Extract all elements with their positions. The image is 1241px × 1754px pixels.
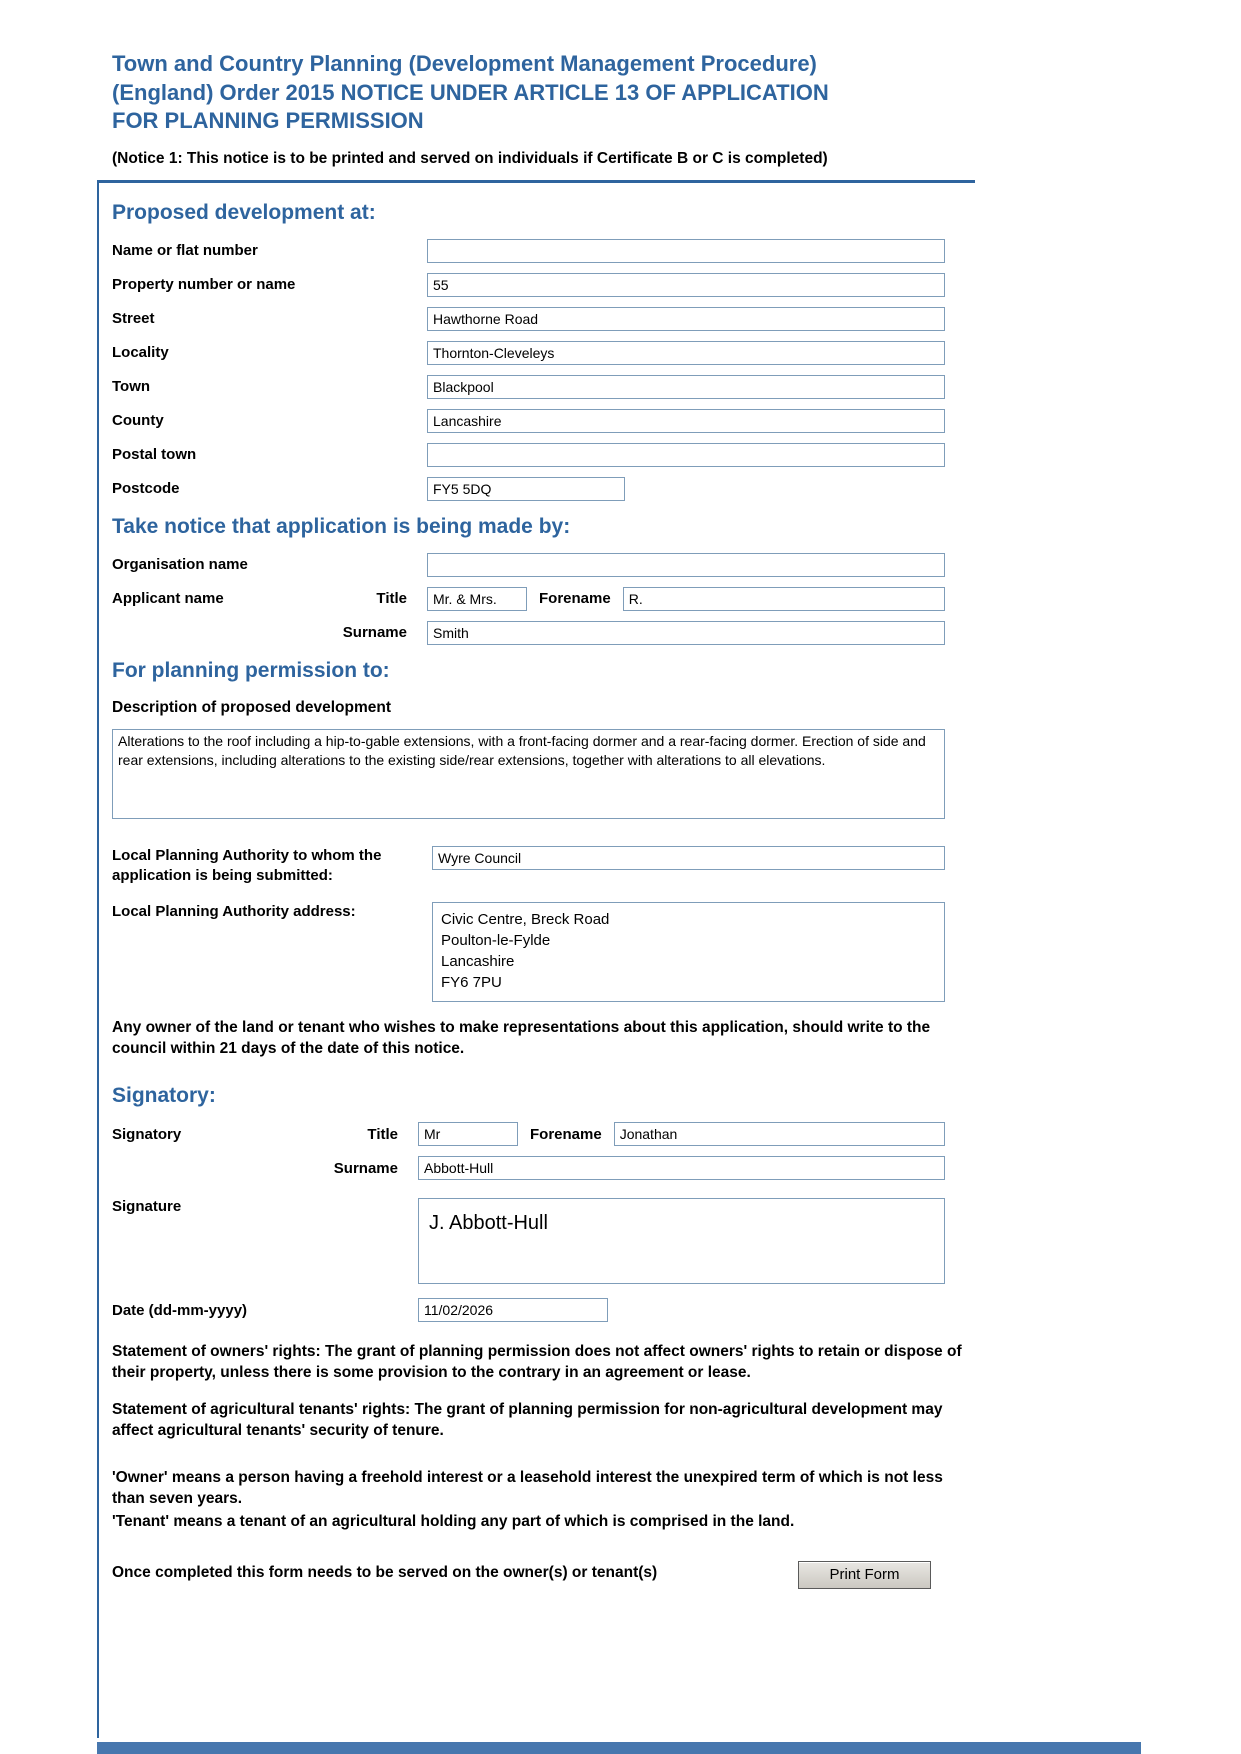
town-input[interactable] xyxy=(427,375,945,399)
notice-text: (Notice 1: This notice is to be printed and served on individuals if Certificate B or C is completed) xyxy=(112,149,828,167)
organisation-name-label: Organisation name xyxy=(112,556,248,574)
owner-representations-notice: Any owner of the land or tenant who wishes to make representations about this application, should write to the council within 21 days of the date of this notice. xyxy=(112,1019,931,1058)
tenant-definition: 'Tenant' means a tenant of an agricultural holding any part of which is comprised in the land. xyxy=(112,1512,795,1530)
signatory-surname-row xyxy=(112,1156,945,1180)
locality-input[interactable] xyxy=(427,341,945,365)
lpa-label: Local Planning Authority to whom the application is being submitted: xyxy=(112,846,382,885)
date-row xyxy=(112,1298,945,1322)
organisation-name-input[interactable] xyxy=(427,553,945,577)
tenants-rights-statement: Statement of agricultural tenants' rights: The grant of planning permission for non-agricultural development may affect agricultural tenants' security of tenure. xyxy=(112,1400,943,1439)
owners-rights-statement: Statement of owners' rights: The grant of planning permission does not affect owners' rights to retain or dispose of their property, unless there is some provision to the contrary in an agreement or lease. xyxy=(112,1343,962,1382)
description-label: Description of proposed development xyxy=(112,698,392,716)
signatory-label: Signatory xyxy=(112,1125,182,1143)
applicant-name-row xyxy=(112,587,945,611)
date-label: Date (dd-mm-yyyy) xyxy=(112,1301,248,1319)
street-label: Street xyxy=(112,310,155,328)
county-input[interactable] xyxy=(427,409,945,433)
field-row xyxy=(112,307,945,331)
postcode-input[interactable] xyxy=(427,477,625,501)
lpa-row xyxy=(112,846,945,887)
name-or-flat-input[interactable] xyxy=(427,239,945,263)
applicant-surname-row xyxy=(112,621,945,645)
postal-town-label: Postal town xyxy=(112,446,197,464)
signatory-name-row xyxy=(112,1122,945,1146)
applicant-forename-input[interactable] xyxy=(623,587,945,611)
name-or-flat-label: Name or flat number xyxy=(112,242,258,260)
field-row xyxy=(112,553,945,577)
print-form-button[interactable]: Print Form xyxy=(798,1561,931,1589)
applicant-surname-input[interactable] xyxy=(427,621,945,645)
signature-field[interactable]: J. Abbott-Hull xyxy=(418,1198,945,1284)
footer-bar xyxy=(97,1742,1141,1754)
street-input[interactable] xyxy=(427,307,945,331)
field-row xyxy=(112,443,945,467)
county-label: County xyxy=(112,412,164,430)
locality-label: Locality xyxy=(112,344,169,362)
signatory-surname-label: Surname xyxy=(333,1159,398,1177)
section-heading-signatory: Signatory: xyxy=(112,1084,216,1108)
form-header xyxy=(0,0,1241,168)
serve-note: Once completed this form needs to be served on the owner(s) or tenant(s) xyxy=(112,1564,658,1582)
owner-definition: 'Owner' means a person having a freehold interest or a leasehold interest the unexpired term of which is not less than seven years. xyxy=(112,1468,943,1507)
property-number-label: Property number or name xyxy=(112,276,296,294)
field-row xyxy=(112,273,945,297)
lpa-address-label: Local Planning Authority address: xyxy=(112,903,356,921)
date-input[interactable] xyxy=(418,1298,608,1322)
field-row xyxy=(112,409,945,433)
applicant-name-label: Applicant name xyxy=(112,590,224,608)
signatory-surname-input[interactable] xyxy=(418,1156,945,1180)
signature-label: Signature xyxy=(112,1198,182,1216)
applicant-title-label: Title xyxy=(376,590,407,608)
signatory-forename-input[interactable] xyxy=(614,1122,945,1146)
applicant-surname-label: Surname xyxy=(342,624,407,642)
applicant-forename-label: Forename xyxy=(539,590,611,608)
section-heading-proposed-development: Proposed development at: xyxy=(112,200,376,224)
field-row xyxy=(112,239,945,263)
section-heading-applicant: Take notice that application is being made by: xyxy=(112,514,571,538)
field-row xyxy=(112,477,945,501)
applicant-title-input[interactable] xyxy=(427,587,527,611)
signatory-title-input[interactable] xyxy=(418,1122,518,1146)
town-label: Town xyxy=(112,378,151,396)
signatory-forename-label: Forename xyxy=(530,1125,602,1143)
serve-note-row xyxy=(112,1561,945,1589)
lpa-address-row xyxy=(112,902,945,1002)
field-row xyxy=(112,341,945,365)
signature-row xyxy=(112,1198,945,1284)
postal-town-input[interactable] xyxy=(427,443,945,467)
section-heading-permission: For planning permission to: xyxy=(112,658,390,682)
field-row xyxy=(112,375,945,399)
signatory-title-label: Title xyxy=(367,1125,398,1143)
property-number-input[interactable] xyxy=(427,273,945,297)
form-title: Town and Country Planning (Development Management Procedure) (England) Order 2015 NOTICE UNDER ARTICLE 13 OF APPLICATION FOR PLANNING PERMISSION xyxy=(112,51,829,134)
lpa-input[interactable] xyxy=(432,846,945,870)
form-body xyxy=(97,180,975,1738)
postcode-label: Postcode xyxy=(112,480,180,498)
lpa-address-textarea[interactable] xyxy=(432,902,945,1002)
description-textarea[interactable] xyxy=(112,729,945,819)
